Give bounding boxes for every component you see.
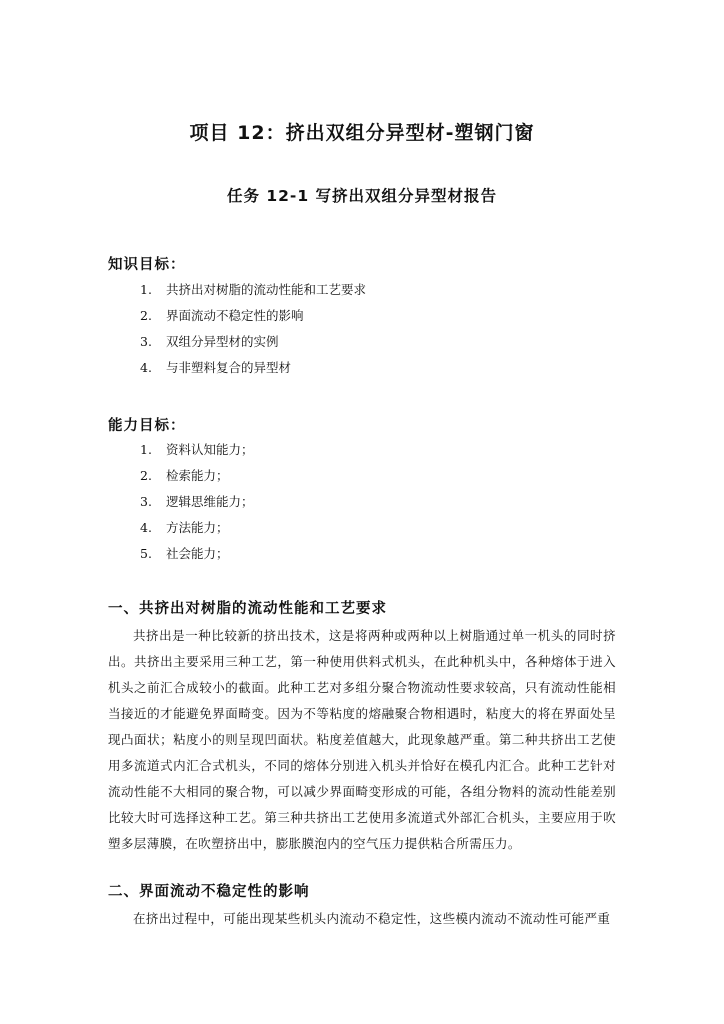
list-item: 2. 检索能力； xyxy=(140,468,229,483)
list-item: 1. 资料认知能力； xyxy=(140,442,254,457)
list-item: 4. 方法能力； xyxy=(140,520,229,535)
knowledge-list xyxy=(140,277,366,381)
list-item: 2. 界面流动不稳定性的影响 xyxy=(140,308,304,323)
list-item: 3. 逻辑思维能力； xyxy=(140,494,254,509)
task-subtitle: 任务 12-1 写挤出双组分异型材报告 xyxy=(226,187,498,205)
section-1-heading: 一、共挤出对树脂的流动性能和工艺要求 xyxy=(108,601,387,617)
list-item: 5. 社会能力； xyxy=(140,546,229,561)
section-2-paragraph: 在挤出过程中，可能出现某些机头内流动不稳定性，这些模内流动不流动性可能严重 xyxy=(133,911,611,926)
list-item: 4. 与非塑料复合的异型材 xyxy=(140,360,292,375)
ability-list xyxy=(140,437,254,567)
section-1-paragraph: 共挤出是一种比较新的挤出技术，这是将两种或两种以上树脂通过单一机头的同时挤出。共挤出主要采用三种工艺，第一种使用供料式机头，在此种机头中，各种熔体于进入机头之前汇合成较小的截面。此种工艺对多组分聚合物流动性要求较高，只有流动性能相当接近的才能避免界面畸变。因为不等粘度的熔融聚合物相遇时，粘度大的将在界面处呈现凸面状；粘度小的则呈现凹面状。粘度差值越大，此现象越严重。第二种共挤出工艺使用多流道式内汇合式机头，不同的熔体分别进入机头并恰好在模孔内汇合。此种工艺针对流动性能不大相同的聚合物，可以减少界面畸变形成的可能，各组分物料的流动性能差别比较大时可选择这种工艺。第三种共挤出工艺使用多流道式外部汇合机头，主要应用于吹塑多层薄膜，在吹塑挤出中，膨胀膜泡内的空气压力提供粘合所需压力。 xyxy=(108,628,616,851)
list-item: 3. 双组分异型材的实例 xyxy=(140,334,279,349)
ability-heading: 能力目标： xyxy=(108,418,186,434)
page-title: 项目 12：挤出双组分异型材-塑钢门窗 xyxy=(189,122,535,144)
list-item: 1. 共挤出对树脂的流动性能和工艺要求 xyxy=(140,282,367,297)
knowledge-heading: 知识目标： xyxy=(108,257,186,273)
section-2-heading: 二、界面流动不稳定性的影响 xyxy=(108,884,310,900)
